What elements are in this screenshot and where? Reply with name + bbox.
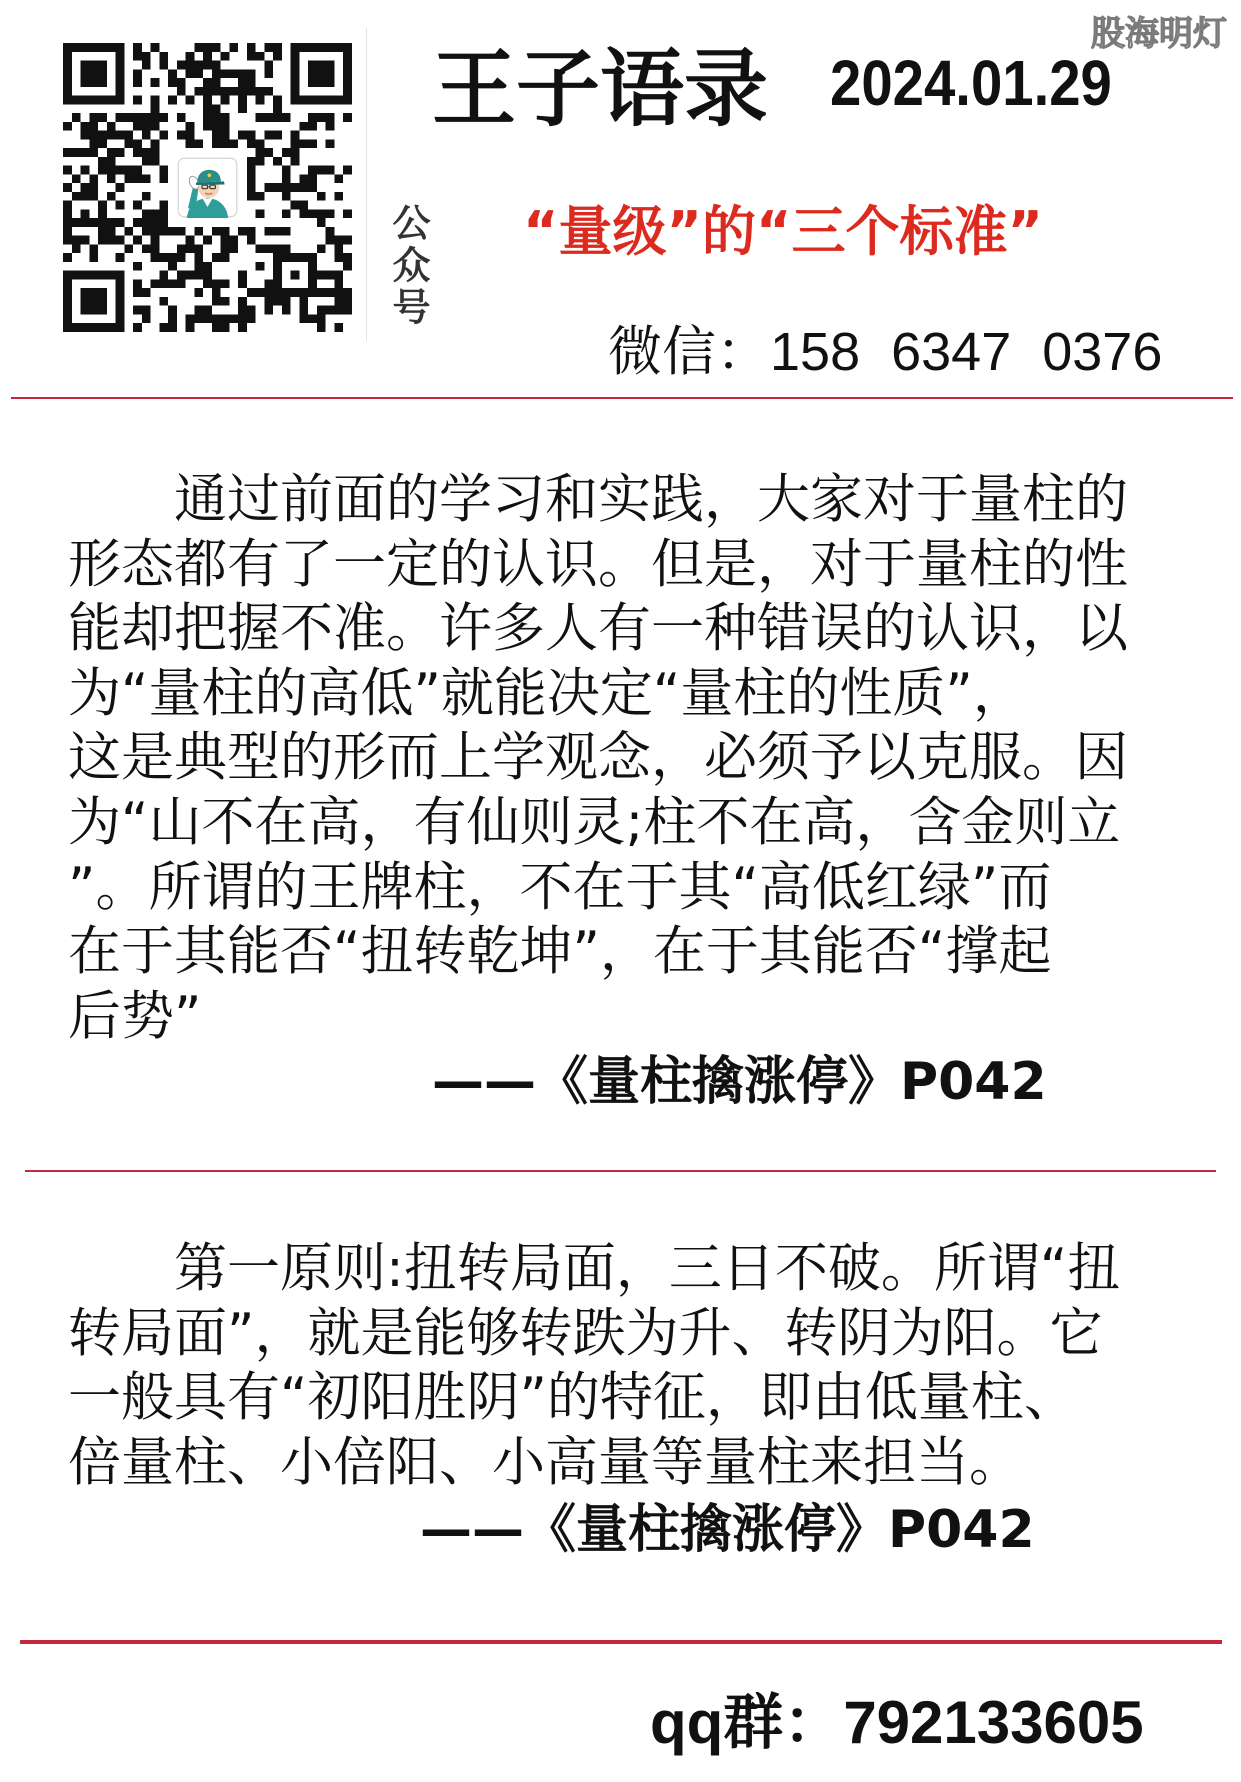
quote-line: 形态都有了一定的认识。但是，对于量柱的性	[68, 533, 1128, 595]
quote-2-body	[68, 1237, 1120, 1495]
wechat-contact	[608, 322, 1162, 382]
quote-line: 为“山不在高，有仙则灵;柱不在高，含金则立	[68, 791, 1121, 853]
saluting-avatar-icon	[177, 157, 238, 218]
quote-line: 这是典型的形而上学观念，必须予以克服。因	[68, 727, 1128, 789]
page-title: 王子语录	[432, 40, 769, 138]
watermark: 股海明灯	[1091, 14, 1227, 54]
divider-bottom	[20, 1640, 1222, 1644]
quote-line: 后势”	[68, 985, 202, 1047]
wechat-label: 微信：	[608, 322, 770, 382]
quote-line: 转局面”，就是能够转跌为升、转阴为阳。它	[68, 1302, 1103, 1364]
qq-label: qq群：	[650, 1689, 844, 1756]
quote-line: 在于其能否“扭转乾坤”，在于其能否“撑起	[68, 921, 1052, 983]
date-label: 2024.01.29	[830, 47, 1112, 119]
quote-line: 倍量柱、小倍阳、小高量等量柱来担当。	[68, 1431, 1022, 1493]
divider-middle	[25, 1170, 1216, 1172]
qq-group-contact	[650, 1689, 1144, 1756]
qr-caption: 公众号	[386, 203, 430, 329]
subtitle: “量级”的“三个标准”	[523, 200, 1043, 263]
quote-line: 为“量柱的高低”就能决定“量柱的性质”，	[68, 662, 1026, 724]
quote-1-body	[68, 468, 1128, 1049]
quote-line: 第一原则:扭转局面，三日不破。所谓“扭	[174, 1238, 1121, 1299]
divider-top	[11, 397, 1233, 399]
quote-line: 一般具有“初阳胜阴”的特征，即由低量柱、	[68, 1367, 1077, 1429]
quote-line: ”。所谓的王牌柱，不在于其“高低红绿”而	[68, 856, 1052, 918]
wechat-number: 158 6347 0376	[770, 322, 1163, 382]
quote-line: 能却把握不准。许多人有一种错误的认识，以	[68, 598, 1128, 660]
quote-line: 通过前面的学习和实践，大家对于量柱的	[174, 469, 1128, 530]
qq-number: 792133605	[843, 1689, 1144, 1756]
quote-2-attribution: ——《量柱擒涨停》P042	[420, 1500, 1035, 1560]
quote-1-attribution: ——《量柱擒涨停》P042	[432, 1052, 1047, 1112]
